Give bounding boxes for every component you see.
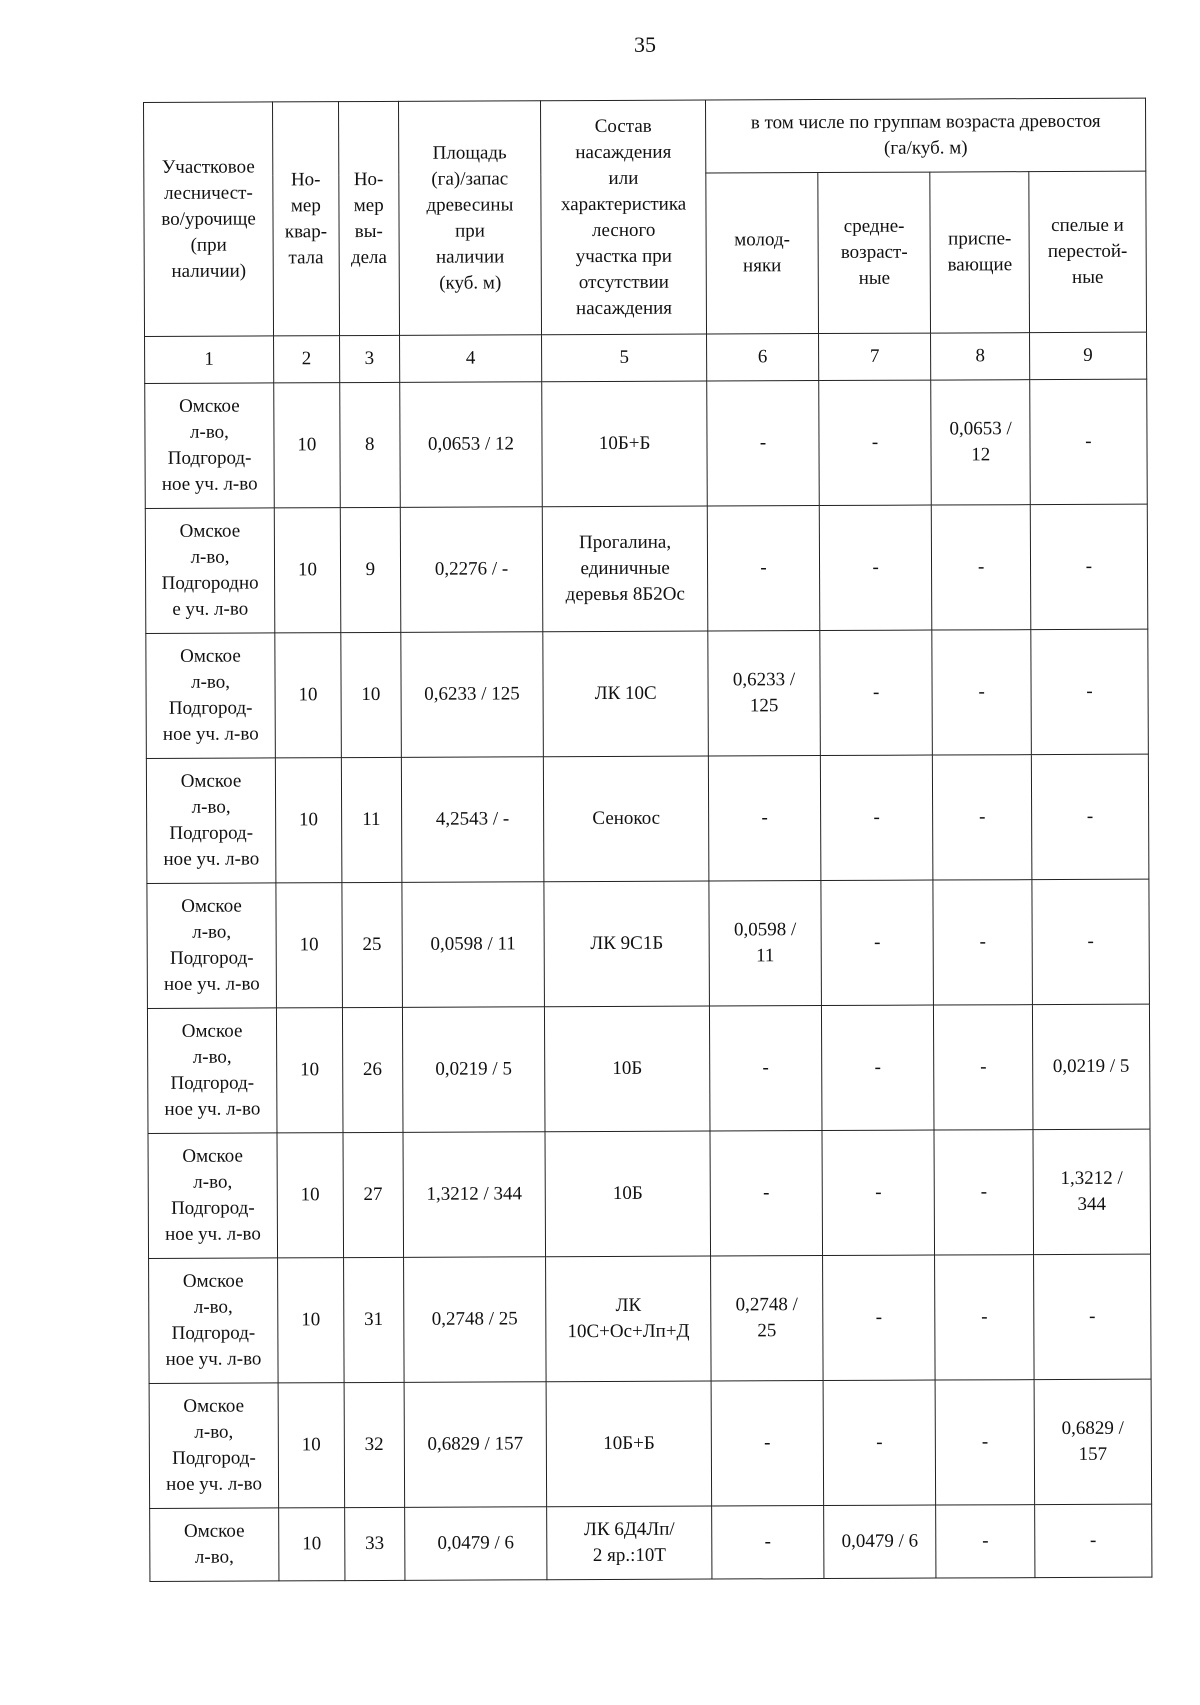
cell-middle-aged: -	[823, 1380, 936, 1505]
cell-area: 4,2543 / -	[401, 757, 544, 883]
cell-area: 0,0479 / 6	[404, 1507, 547, 1581]
cell-young: 0,2748 / 25	[711, 1256, 823, 1381]
cell-area: 0,0653 / 12	[400, 382, 543, 508]
header-maturing: приспе- вающие	[930, 172, 1029, 333]
cell-quarter: 10	[277, 1008, 343, 1133]
cell-young: -	[709, 756, 821, 881]
column-number: 1	[145, 336, 274, 384]
table-row	[150, 1504, 1152, 1581]
cell-composition: ЛК 10С+Ос+Лп+Д	[546, 1256, 712, 1382]
cell-maturing: -	[933, 880, 1032, 1005]
cell-section: 32	[344, 1382, 405, 1507]
table-row	[147, 1004, 1150, 1133]
cell-section: 33	[344, 1507, 404, 1580]
cell-forestry: Омское л-во, Подгород- ное уч. л-во	[149, 1258, 279, 1384]
cell-maturing: -	[932, 505, 1031, 630]
cell-maturing: 0,0653 / 12	[931, 380, 1030, 505]
cell-quarter: 10	[276, 883, 342, 1008]
cell-middle-aged: -	[822, 1255, 935, 1380]
cell-section: 8	[339, 382, 400, 507]
cell-maturing: -	[934, 1005, 1033, 1130]
column-number: 2	[274, 336, 340, 383]
page-number: 35	[634, 32, 656, 57]
cell-forestry: Омское л-во, Подгород- ное уч. л-во	[147, 1008, 277, 1134]
cell-mature: 1,3212 / 344	[1033, 1129, 1151, 1255]
cell-composition: 10Б	[544, 1006, 710, 1132]
cell-middle-aged: -	[819, 505, 932, 630]
cell-middle-aged: -	[820, 755, 933, 880]
cell-area: 0,6233 / 125	[401, 632, 544, 758]
header-quarter: Но- мер квар- тала	[273, 102, 340, 336]
cell-composition: Сенокос	[543, 756, 709, 882]
cell-composition: ЛК 6Д4Лп/ 2 яр.:10Т	[547, 1506, 712, 1580]
cell-forestry: Омское л-во, Подгород- ное уч. л-во	[146, 758, 276, 884]
cell-maturing: -	[935, 1255, 1034, 1380]
table-row	[145, 504, 1148, 633]
cell-young: -	[707, 381, 819, 506]
header-young: молод- няки	[706, 173, 818, 334]
column-number-row	[145, 332, 1147, 383]
cell-area: 0,6829 / 157	[404, 1382, 547, 1508]
cell-area: 0,0598 / 11	[402, 882, 545, 1008]
cell-maturing: -	[934, 1130, 1033, 1255]
cell-area: 0,0219 / 5	[402, 1007, 545, 1133]
cell-quarter: 10	[279, 1508, 345, 1581]
cell-young: -	[707, 506, 819, 631]
table-row	[149, 1254, 1152, 1383]
cell-forestry: Омское л-во, Подгород- ное уч. л-во	[146, 633, 276, 759]
header-row-main	[144, 98, 1146, 175]
cell-young: -	[710, 1006, 822, 1131]
cell-middle-aged: -	[821, 1005, 934, 1130]
cell-forestry: Омское л-во, Подгород- ное уч. л-во	[148, 1133, 278, 1259]
table-row	[145, 379, 1148, 508]
cell-quarter: 10	[274, 383, 340, 508]
table-row	[148, 1129, 1151, 1258]
cell-forestry: Омское л-во, Подгород- ное уч. л-во	[145, 383, 275, 509]
cell-composition: ЛК 9С1Б	[544, 881, 710, 1007]
cell-section: 9	[340, 507, 401, 632]
cell-composition: 10Б+Б	[546, 1381, 712, 1507]
table-row	[146, 754, 1149, 883]
cell-mature: 0,6829 / 157	[1034, 1379, 1152, 1505]
cell-maturing: -	[935, 1380, 1034, 1505]
cell-mature: -	[1031, 629, 1149, 755]
cell-composition: ЛК 10С	[543, 631, 709, 757]
cell-forestry: Омское л-во, Подгородно е уч. л-во	[145, 508, 275, 634]
cell-maturing: -	[936, 1505, 1035, 1578]
header-area: Площадь (га)/запас древесины при наличии (куб. м)	[398, 101, 541, 336]
cell-area: 0,2276 / -	[400, 507, 543, 633]
cell-middle-aged: -	[821, 880, 934, 1005]
cell-mature: -	[1030, 379, 1148, 505]
column-number: 4	[399, 335, 541, 383]
cell-composition: 10Б+Б	[542, 381, 708, 507]
cell-mature: -	[1031, 754, 1149, 880]
cell-section: 10	[341, 632, 402, 757]
cell-quarter: 10	[278, 1258, 344, 1383]
cell-middle-aged: -	[822, 1130, 935, 1255]
cell-composition: Прогалина, единичные деревья 8Б2Ос	[542, 506, 708, 632]
header-composition: Состав насаждения или характеристика лесного участка при отсутствии насаждения	[541, 100, 707, 335]
table-row	[146, 629, 1149, 758]
cell-section: 31	[343, 1257, 404, 1382]
forest-table-container	[143, 98, 1152, 1582]
cell-quarter: 10	[278, 1383, 344, 1508]
cell-section: 27	[343, 1132, 404, 1257]
cell-section: 25	[342, 882, 403, 1007]
cell-young: -	[711, 1381, 823, 1506]
cell-composition: 10Б	[545, 1131, 711, 1257]
cell-quarter: 10	[277, 1133, 343, 1258]
table-row	[149, 1379, 1152, 1508]
cell-mature: 0,0219 / 5	[1032, 1004, 1150, 1130]
cell-quarter: 10	[275, 633, 341, 758]
cell-middle-aged: -	[820, 630, 933, 755]
cell-forestry: Омское л-во,	[150, 1508, 279, 1582]
cell-young: 0,6233 / 125	[708, 631, 820, 756]
cell-section: 11	[341, 757, 402, 882]
table-row	[147, 879, 1150, 1008]
forest-plots-table	[143, 98, 1152, 1582]
cell-forestry: Омское л-во, Подгород- ное уч. л-во	[149, 1383, 279, 1509]
cell-forestry: Омское л-во, Подгород- ное уч. л-во	[147, 883, 277, 1009]
cell-mature: -	[1032, 879, 1150, 1005]
cell-young: -	[710, 1131, 822, 1256]
cell-maturing: -	[933, 755, 1032, 880]
cell-mature: -	[1034, 1504, 1151, 1578]
cell-maturing: -	[932, 630, 1031, 755]
table-body	[145, 379, 1152, 1581]
cell-mature: -	[1030, 504, 1148, 630]
cell-young: -	[712, 1506, 824, 1579]
header-forestry: Участковое лесничест- во/урочище (при наличии)	[144, 102, 274, 337]
column-number: 3	[339, 335, 399, 382]
cell-area: 1,3212 / 344	[403, 1132, 546, 1258]
column-number: 6	[707, 334, 819, 381]
cell-area: 0,2748 / 25	[403, 1257, 546, 1383]
header-mature: спелые и перестой- ные	[1029, 171, 1147, 333]
cell-quarter: 10	[274, 508, 340, 633]
cell-middle-aged: 0,0479 / 6	[823, 1505, 936, 1578]
cell-mature: -	[1033, 1254, 1151, 1380]
header-middle-aged: средне- возраст- ные	[818, 172, 931, 333]
column-number: 5	[542, 334, 707, 382]
header-section: Но- мер вы- дела	[338, 101, 399, 335]
column-number: 7	[818, 333, 931, 380]
column-number: 8	[931, 333, 1030, 380]
cell-middle-aged: -	[818, 380, 931, 505]
cell-section: 26	[342, 1007, 403, 1132]
column-number: 9	[1029, 332, 1146, 380]
cell-young: 0,0598 / 11	[709, 881, 821, 1006]
header-age-groups: в том числе по группам возраста древостоя (га/куб. м)	[706, 98, 1146, 173]
cell-quarter: 10	[275, 758, 341, 883]
